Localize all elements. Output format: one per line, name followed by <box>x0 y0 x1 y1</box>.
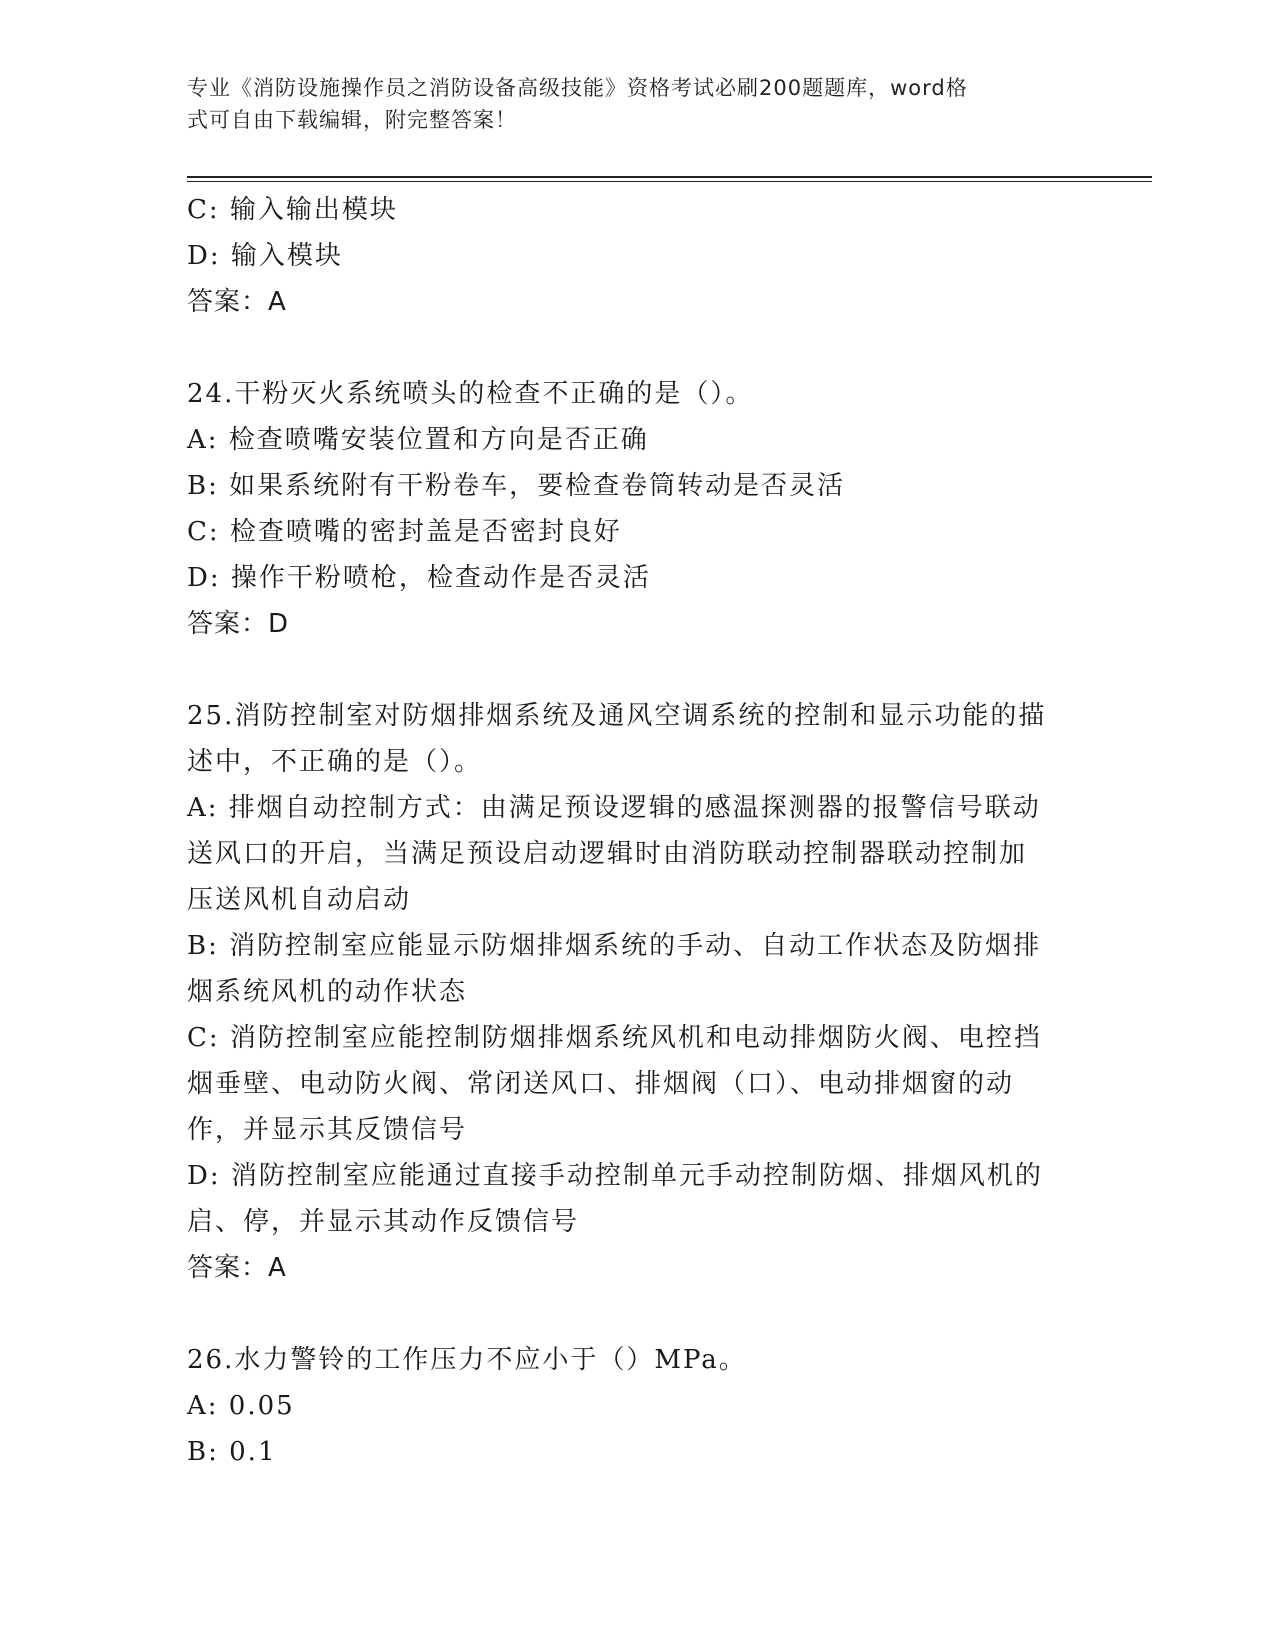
q26-question: 26.水力警铃的工作压力不应小于（）MPa。 <box>187 1345 747 1375</box>
q25-option-c-line-3: 作，并显示其反馈信号 <box>187 1115 468 1145</box>
question-26 <box>187 1337 1087 1475</box>
document-header <box>187 72 1067 136</box>
header-line-2: 式可自由下载编辑，附完整答案！ <box>187 108 517 132</box>
header-rule-thick <box>187 176 1152 178</box>
q24-option-a: A: 检查喷嘴安装位置和方向是否正确 <box>187 425 649 455</box>
q25-option-a-line-1: A: 排烟自动控制方式：由满足预设逻辑的感温探测器的报警信号联动 <box>187 793 1041 823</box>
header-rule-thin <box>187 181 1152 182</box>
q25-option-c-line-1: C: 消防控制室应能控制防烟排烟系统风机和电动排烟防火阀、电控挡 <box>187 1023 1042 1053</box>
q23-option-d: D: 输入模块 <box>187 241 343 271</box>
q23-option-c: C: 输入输出模块 <box>187 195 398 225</box>
spacer <box>187 647 1087 693</box>
q25-option-a-line-2: 送风口的开启，当满足预设启动逻辑时由消防联动控制器联动控制加 <box>187 839 1028 869</box>
q25-question-line-1: 25.消防控制室对防烟排烟系统及通风空调系统的控制和显示功能的描 <box>187 701 1047 731</box>
q24-question: 24.干粉灭火系统喷头的检查不正确的是（）。 <box>187 379 754 409</box>
question-25 <box>187 693 1087 1291</box>
q24-option-d: D: 操作干粉喷枪，检查动作是否灵活 <box>187 563 651 593</box>
q24-option-c: C: 检查喷嘴的密封盖是否密封良好 <box>187 517 622 547</box>
question-content <box>187 187 1087 1475</box>
q25-option-b-line-1: B: 消防控制室应能显示防烟排烟系统的手动、自动工作状态及防烟排 <box>187 931 1042 961</box>
q26-option-a: A: 0.05 <box>187 1391 295 1421</box>
q23-answer: 答案：A <box>187 287 287 317</box>
q24-answer: 答案：D <box>187 609 290 639</box>
q25-option-d-line-2: 启、停，并显示其动作反馈信号 <box>187 1207 580 1237</box>
q25-option-a-line-3: 压送风机自动启动 <box>187 885 412 915</box>
q25-question-line-2: 述中，不正确的是（）。 <box>187 747 483 777</box>
q25-answer: 答案：A <box>187 1253 287 1283</box>
spacer <box>187 1291 1087 1337</box>
q25-option-d-line-1: D: 消防控制室应能通过直接手动控制单元手动控制防烟、排烟风机的 <box>187 1161 1043 1191</box>
question-24 <box>187 371 1087 647</box>
spacer <box>187 325 1087 371</box>
header-line-1: 专业《消防设施操作员之消防设备高级技能》资格考试必刷200题题库，word格 <box>187 76 968 100</box>
q24-option-b: B: 如果系统附有干粉卷车，要检查卷筒转动是否灵活 <box>187 471 846 501</box>
question-23-tail <box>187 187 1087 325</box>
q25-option-c-line-2: 烟垂壁、电动防火阀、常闭送风口、排烟阀（口）、电动排烟窗的动 <box>187 1069 1015 1099</box>
q26-option-b: B: 0.1 <box>187 1437 277 1467</box>
q25-option-b-line-2: 烟系统风机的动作状态 <box>187 977 468 1007</box>
